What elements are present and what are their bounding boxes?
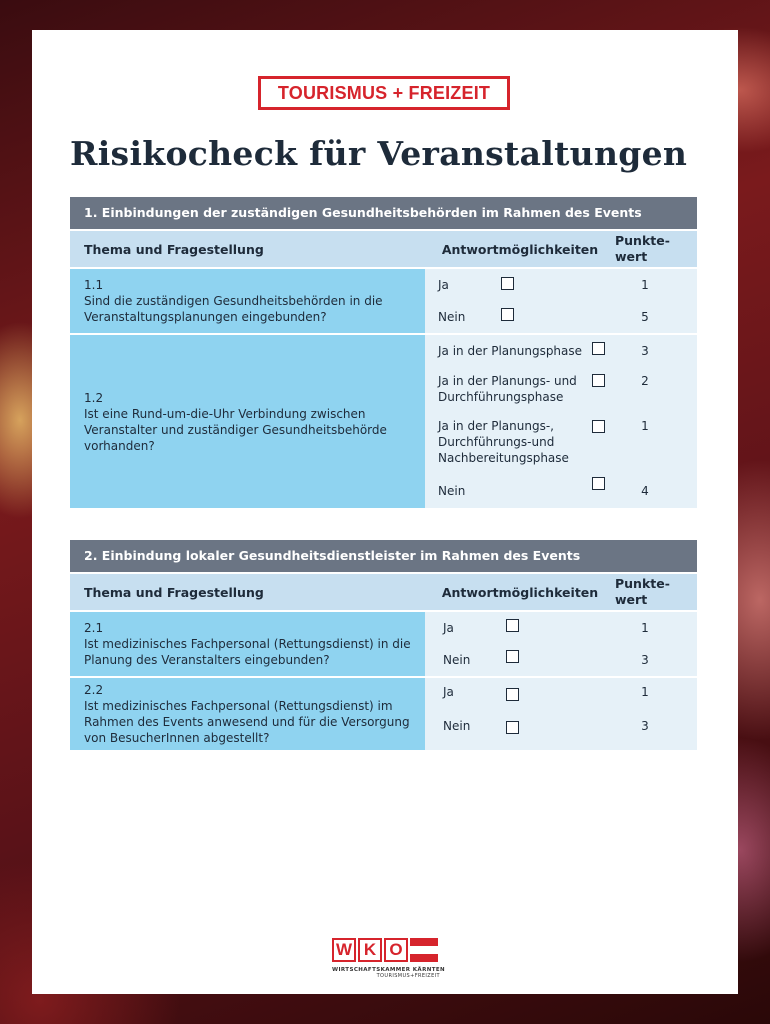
section-2 <box>70 540 697 750</box>
logo-text: TOURISMUS + FREIZEIT <box>277 82 491 103</box>
answer-label: Nein <box>443 653 471 667</box>
column-topic: Thema und Fragestellung <box>84 584 264 600</box>
answer-option <box>425 301 697 333</box>
checkbox[interactable] <box>592 374 605 387</box>
checkbox[interactable] <box>506 650 519 663</box>
answer-option <box>425 644 697 676</box>
checkbox[interactable] <box>501 277 514 290</box>
question-number: 2.2 <box>84 683 104 697</box>
answer-label: Ja <box>438 278 449 292</box>
section-1-heading: 1. Einbindungen der zuständigen Gesundheitsbehörden im Rahmen des Events <box>70 197 697 229</box>
wko-letter: K <box>358 938 382 962</box>
question-text: Ist medizinisches Fachpersonal (Rettungsdienst) in die Planung des Veranstalters eingebunden? <box>84 637 411 667</box>
answer-label: Ja in der Planungsphase <box>438 344 583 358</box>
answer-label: Ja in der Planungs-, Durchführungs-und Nachbereitungsphase <box>438 419 569 465</box>
section-2-heading: 2. Einbindung lokaler Gesundheitsdienstleister im Rahmen des Events <box>70 540 697 572</box>
question-text: Ist eine Rund-um-die-Uhr Verbindung zwischen Veranstalter und zuständiger Gesundheitsbehörde vorhanden? <box>84 406 387 453</box>
question-row-1-1 <box>70 269 697 333</box>
question-number: 1.1 <box>84 278 104 292</box>
answer-label: Nein <box>443 719 471 733</box>
answer-points: 3 <box>641 719 649 733</box>
question-2-2 <box>70 678 425 750</box>
checkbox[interactable] <box>592 477 605 490</box>
checkbox[interactable] <box>506 688 519 701</box>
column-points: Punkte- wert <box>615 233 670 264</box>
answer-label: Nein <box>438 310 466 324</box>
column-points: Punkte- wert <box>615 576 670 607</box>
answer-label: Ja <box>443 685 454 699</box>
wko-division-name: TOURISMUS+FREIZEIT <box>376 973 440 979</box>
answer-option <box>425 269 697 301</box>
answer-label: Ja <box>443 621 454 635</box>
tourismus-freizeit-logo <box>258 76 510 110</box>
question-text: Sind die zuständigen Gesundheitsbehörden in die Veranstaltungsplanungen eingebunden? <box>84 294 383 324</box>
question-number: 1.2 <box>84 390 104 405</box>
question-row-2-1 <box>70 612 697 676</box>
column-answers: Antwortmöglichkeiten <box>441 584 599 600</box>
answer-option <box>425 335 697 367</box>
question-number: 2.1 <box>84 621 104 635</box>
checkbox[interactable] <box>506 721 519 734</box>
answer-option <box>425 367 697 415</box>
answer-label: Ja in der Planungs- und Durchführungsphase <box>438 374 577 404</box>
column-answers: Antwortmöglichkeiten <box>441 241 599 257</box>
checkbox[interactable] <box>592 342 605 355</box>
checkbox[interactable] <box>592 420 605 433</box>
answers-1-1 <box>425 269 697 333</box>
question-row-1-2 <box>70 335 697 508</box>
section-1-column-headers <box>70 231 697 267</box>
answer-points: 1 <box>641 419 649 433</box>
answer-points: 1 <box>641 685 649 699</box>
answers-2-1 <box>425 612 697 676</box>
answer-label: Nein <box>438 484 466 498</box>
section-1 <box>70 197 697 508</box>
wko-chamber-name: WIRTSCHAFTSKAMMER KÄRNTEN <box>332 967 446 973</box>
answer-option <box>425 612 697 644</box>
question-1-1 <box>70 269 425 333</box>
answer-option <box>425 714 697 750</box>
answer-points: 3 <box>641 344 649 358</box>
question-1-2 <box>70 335 425 508</box>
question-row-2-2 <box>70 678 697 750</box>
answer-option <box>425 415 697 477</box>
checkbox[interactable] <box>506 619 519 632</box>
wko-logo <box>332 938 446 979</box>
document-page <box>32 30 738 994</box>
answer-points: 3 <box>641 653 649 667</box>
answer-points: 1 <box>641 278 649 292</box>
answer-points: 2 <box>641 374 649 388</box>
question-text: Ist medizinisches Fachpersonal (Rettungsdienst) im Rahmen des Events anwesend und für die Versorgung von BesucherInnen abgestellt? <box>84 699 410 745</box>
question-2-1 <box>70 612 425 676</box>
answer-points: 5 <box>641 310 649 324</box>
column-topic: Thema und Fragestellung <box>84 241 264 257</box>
checkbox[interactable] <box>501 308 514 321</box>
austria-flag-icon <box>410 938 438 962</box>
answer-option <box>425 678 697 714</box>
wko-letter: W <box>332 938 356 962</box>
page-title: Risikocheck für Veranstaltungen <box>70 134 688 173</box>
wko-letter: O <box>384 938 408 962</box>
answers-2-2 <box>425 678 697 750</box>
answer-points: 4 <box>641 484 649 498</box>
answer-option <box>425 477 697 508</box>
section-2-column-headers <box>70 574 697 610</box>
answers-1-2 <box>425 335 697 508</box>
answer-points: 1 <box>641 621 649 635</box>
